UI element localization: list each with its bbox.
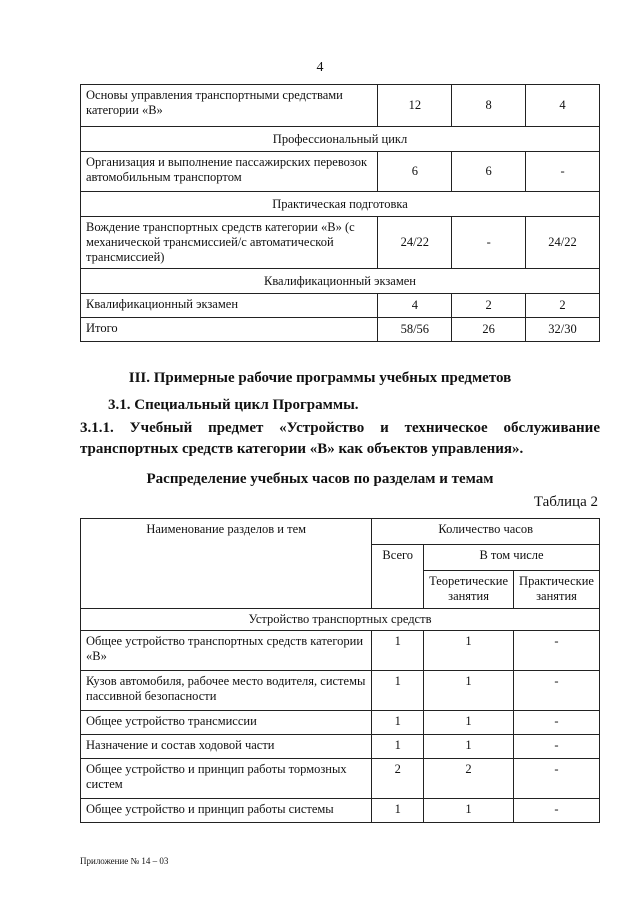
row-name: Вождение транспортных средств категории «В» (с механической трансмиссией/с автоматической трансмиссией) [81, 217, 378, 269]
topic-total: 1 [372, 711, 424, 735]
table-section-row [81, 192, 600, 217]
table-row [81, 152, 600, 192]
row-name: Итого [81, 318, 378, 342]
topic-theory: 1 [424, 631, 514, 671]
section-heading: III. Примерные рабочие программы учебных предметов [128, 370, 512, 386]
table-section-row [81, 127, 600, 152]
topic-theory: 1 [424, 735, 514, 759]
topic-name: Общее устройство транспортных средств категории «В» [81, 631, 372, 671]
table-row [81, 711, 600, 735]
topic-name: Общее устройство и принцип работы системы [81, 799, 372, 823]
topic-practice: - [514, 735, 600, 759]
table-section-row [81, 269, 600, 294]
row-value-c2: - [452, 217, 526, 269]
topic-theory: 1 [424, 711, 514, 735]
topic-practice: - [514, 671, 600, 711]
distribution-heading: Распределение учебных часов по разделам и темам [146, 471, 494, 487]
topic-name: Кузов автомобиля, рабочее место водителя, системы пассивной безопасности [81, 671, 372, 711]
table-label: Таблица 2 [533, 494, 598, 510]
row-value-c3: 4 [526, 85, 600, 127]
section-title: Квалификационный экзамен [81, 269, 600, 294]
row-value-c3: 2 [526, 294, 600, 318]
topic-theory: 1 [424, 799, 514, 823]
row-value-c1: 6 [378, 152, 452, 192]
row-value-c2: 26 [452, 318, 526, 342]
row-value-c1: 4 [378, 294, 452, 318]
topic-total: 2 [372, 759, 424, 799]
topic-practice: - [514, 631, 600, 671]
hours-table-continued [80, 84, 600, 342]
row-value-c1: 24/22 [378, 217, 452, 269]
page-number: 4 [316, 60, 324, 75]
header-total: Всего [372, 545, 424, 609]
header-hours-count: Количество часов [372, 519, 600, 545]
section-title: Практическая подготовка [81, 192, 600, 217]
row-value-c1: 12 [378, 85, 452, 127]
row-value-c3: 24/22 [526, 217, 600, 269]
topic-total: 1 [372, 671, 424, 711]
topic-name: Назначение и состав ходовой части [81, 735, 372, 759]
table-row [81, 799, 600, 823]
row-value-c3: - [526, 152, 600, 192]
row-value-c2: 2 [452, 294, 526, 318]
row-name: Основы управления транспортными средствами категории «В» [81, 85, 378, 127]
header-topic-name: Наименование разделов и тем [81, 519, 372, 609]
row-name: Квалификационный экзамен [81, 294, 378, 318]
table-row [81, 735, 600, 759]
topic-total: 1 [372, 799, 424, 823]
subject-paragraph: 3.1.1. Учебный предмет «Устройство и техническое обслуживание транспортных средств категории «В» как объектов управления». [80, 420, 600, 457]
topic-theory: 2 [424, 759, 514, 799]
table-row [81, 671, 600, 711]
table-row [81, 759, 600, 799]
subsection-heading: 3.1. Специальный цикл Программы. [108, 397, 359, 413]
topics-hours-table [80, 518, 600, 823]
row-value-c2: 8 [452, 85, 526, 127]
section-title: Профессиональный цикл [81, 127, 600, 152]
header-theory: Теоретические занятия [424, 571, 514, 609]
row-name: Организация и выполнение пассажирских перевозок автомобильным транспортом [81, 152, 378, 192]
table-row [81, 294, 600, 318]
row-value-c3: 32/30 [526, 318, 600, 342]
row-value-c1: 58/56 [378, 318, 452, 342]
topic-practice: - [514, 711, 600, 735]
topic-name: Общее устройство и принцип работы тормозных систем [81, 759, 372, 799]
header-practice: Практические занятия [514, 571, 600, 609]
section-row-device: Устройство транспортных средств [81, 609, 600, 631]
table-row [81, 217, 600, 269]
header-including: В том числе [424, 545, 600, 571]
topic-practice: - [514, 799, 600, 823]
row-value-c2: 6 [452, 152, 526, 192]
table-row [81, 85, 600, 127]
topic-total: 1 [372, 631, 424, 671]
topic-name: Общее устройство трансмиссии [81, 711, 372, 735]
table-row [81, 318, 600, 342]
footer-note: Приложение № 14 – 03 [80, 856, 169, 866]
topic-theory: 1 [424, 671, 514, 711]
topic-practice: - [514, 759, 600, 799]
table-row [81, 631, 600, 671]
topic-total: 1 [372, 735, 424, 759]
